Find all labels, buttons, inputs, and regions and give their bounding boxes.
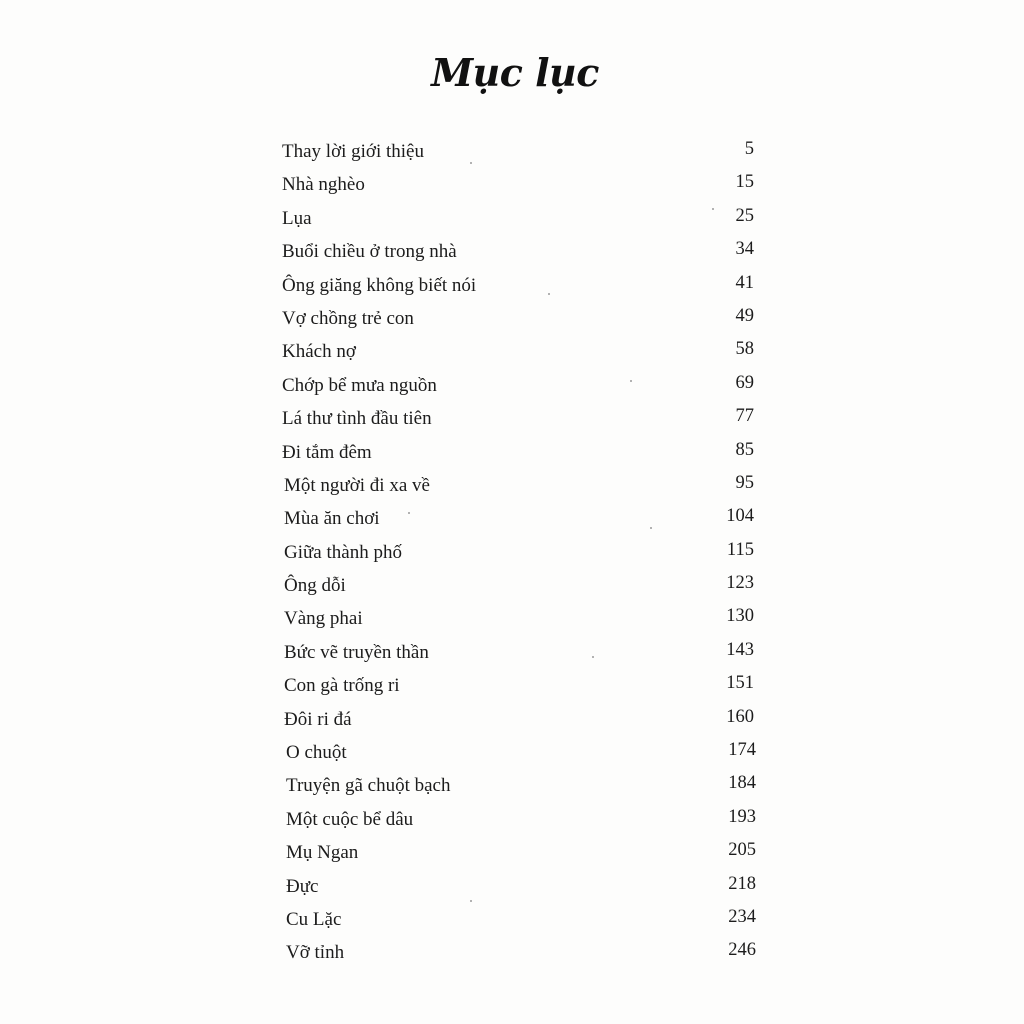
toc-entry-title: Chớp bể mưa nguồn — [282, 374, 437, 396]
toc-entry-page: 205 — [728, 840, 756, 861]
toc-entry-title: Ông giăng không biết nói — [282, 274, 477, 296]
toc-entry-title: Ông dỗi — [284, 575, 346, 597]
toc-entry — [282, 205, 758, 238]
toc-entry — [282, 706, 758, 739]
toc-entry — [282, 672, 758, 705]
toc-entry-page: 41 — [735, 272, 754, 293]
toc-entry-page: 143 — [726, 639, 754, 660]
toc-entry-title: Truyện gã chuột bạch — [286, 775, 451, 797]
scan-speck — [592, 656, 594, 658]
toc-entry — [282, 505, 758, 538]
toc-entry-title: Lụa — [282, 207, 312, 229]
toc-entry-title: Nhà nghèo — [282, 174, 365, 196]
toc-entry-title: Mụ Ngan — [286, 842, 359, 864]
scan-speck — [470, 162, 472, 164]
toc-entry-page: 69 — [735, 372, 754, 393]
toc-entry — [282, 772, 758, 805]
table-of-contents — [282, 138, 758, 973]
toc-entry-title: O chuột — [286, 742, 347, 764]
toc-entry-title: Đi tắm đêm — [282, 441, 372, 463]
toc-entry-page: 5 — [744, 139, 754, 159]
toc-entry-page: 151 — [726, 673, 754, 694]
toc-entry-title: Cu Lặc — [286, 908, 342, 930]
toc-entry — [282, 405, 758, 438]
toc-entry — [282, 272, 758, 305]
toc-entry-page: 104 — [726, 506, 754, 527]
toc-entry-title: Giữa thành phố — [284, 541, 402, 563]
toc-entry-title: Thay lời giới thiệu — [282, 141, 424, 162]
toc-entry-title: Lá thư tình đầu tiên — [282, 408, 432, 430]
toc-entry-title: Vợ chồng trẻ con — [282, 307, 414, 329]
toc-entry-title: Đực — [286, 875, 319, 897]
toc-entry — [282, 539, 758, 572]
toc-entry-page: 49 — [735, 305, 754, 326]
toc-entry-page: 77 — [735, 406, 754, 427]
scan-speck — [630, 380, 632, 382]
toc-entry-page: 184 — [728, 773, 756, 794]
toc-entry-page: 193 — [728, 806, 756, 827]
toc-entry-page: 246 — [728, 940, 756, 961]
toc-entry — [282, 806, 758, 839]
toc-entry — [282, 939, 758, 972]
toc-entry-page: 123 — [726, 573, 754, 594]
toc-entry-page: 58 — [735, 339, 754, 360]
toc-entry-title: Buổi chiều ở trong nhà — [282, 241, 457, 263]
scan-speck — [712, 208, 714, 210]
toc-entry — [282, 372, 758, 405]
toc-entry-page: 34 — [735, 239, 754, 260]
toc-entry-page: 85 — [735, 439, 754, 460]
toc-entry — [282, 338, 758, 371]
toc-entry-page: 25 — [735, 205, 754, 226]
toc-entry — [282, 906, 758, 939]
toc-entry — [282, 639, 758, 672]
toc-entry — [282, 605, 758, 638]
toc-entry — [282, 873, 758, 906]
toc-entry — [282, 238, 758, 271]
toc-entry-title: Một cuộc bể dâu — [286, 808, 414, 830]
toc-entry — [282, 171, 758, 204]
toc-entry-title: Mùa ăn chơi — [284, 508, 380, 530]
toc-entry — [282, 839, 758, 872]
toc-entry-page: 15 — [735, 172, 754, 193]
toc-entry — [282, 472, 758, 505]
page-title: Mục lục — [431, 50, 599, 95]
toc-entry-page: 95 — [735, 472, 754, 493]
toc-entry — [282, 572, 758, 605]
scan-speck — [548, 293, 550, 295]
toc-entry-page: 174 — [728, 740, 756, 761]
scan-speck — [470, 900, 472, 902]
toc-entry-title: Con gà trống ri — [284, 675, 400, 697]
toc-entry-page: 130 — [726, 606, 754, 627]
toc-entry-page: 218 — [728, 873, 756, 894]
toc-entry — [282, 305, 758, 338]
toc-entry-page: 115 — [726, 539, 754, 560]
toc-entry-title: Một người đi xa về — [284, 474, 430, 496]
toc-entry-title: Vỡ tỉnh — [286, 942, 345, 964]
scan-speck — [650, 527, 652, 529]
toc-entry-page: 160 — [726, 706, 754, 727]
toc-entry-page: 234 — [728, 906, 756, 927]
toc-entry-title: Bức vẽ truyền thần — [284, 641, 429, 663]
toc-entry-title: Khách nợ — [282, 341, 356, 363]
toc-entry — [282, 138, 758, 171]
toc-entry-title: Vàng phai — [284, 608, 363, 630]
toc-entry — [282, 739, 758, 772]
scan-speck — [408, 512, 410, 514]
toc-entry-title: Đôi ri đá — [284, 708, 352, 730]
toc-entry — [282, 439, 758, 472]
